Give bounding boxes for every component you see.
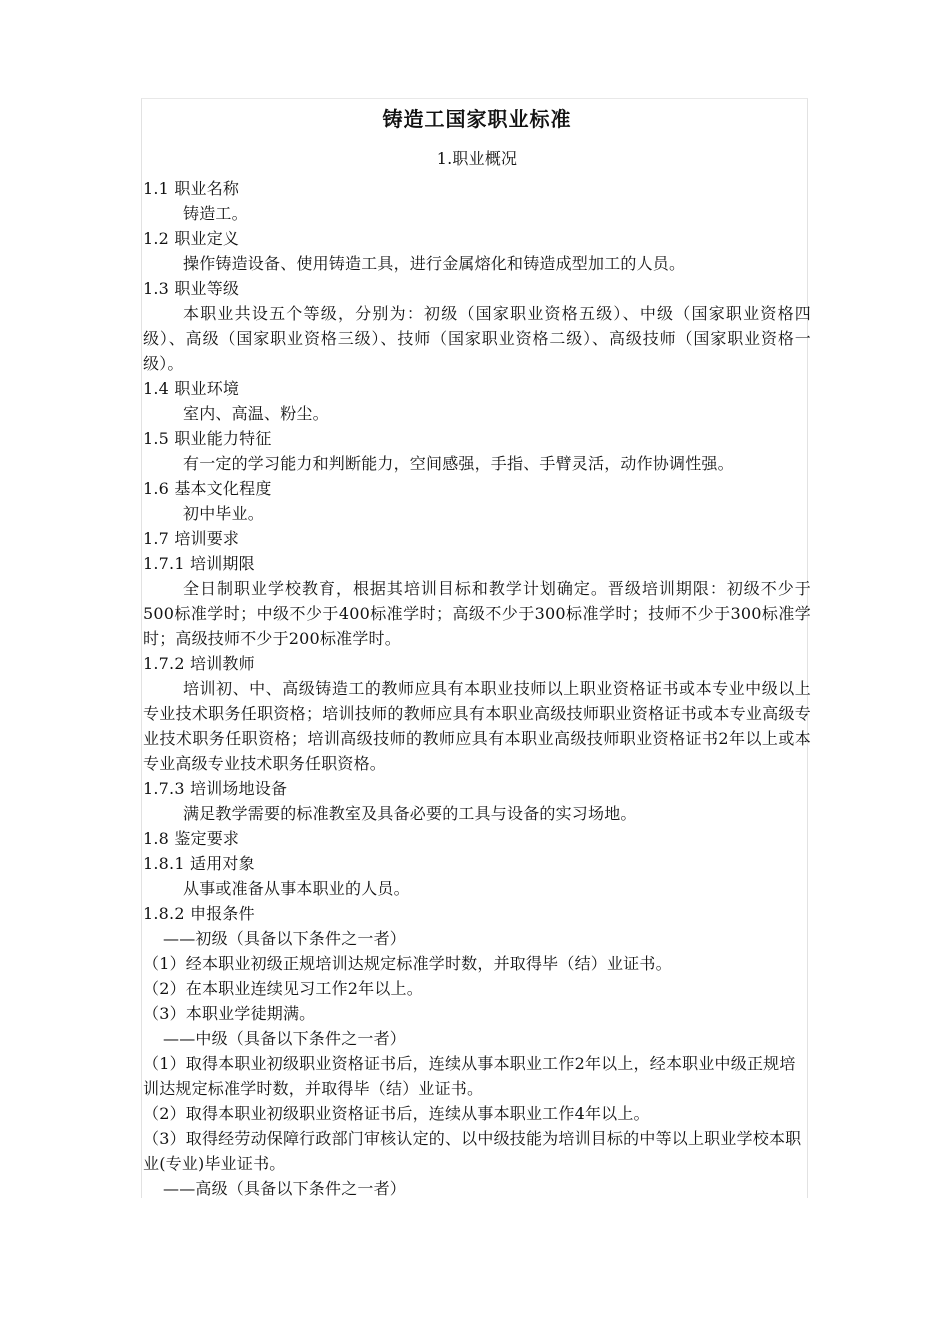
paragraph-line: 铸造工。 xyxy=(183,204,248,223)
paragraph-line: （2）取得本职业初级职业资格证书后，连续从事本职业工作4年以上。 xyxy=(143,1104,650,1123)
document-body xyxy=(143,176,811,1201)
paragraph-line: 1.7.1 培训期限 xyxy=(143,554,255,573)
paragraph-line: 全日制职业学校教育，根据其培训目标和教学计划确定。晋级培训期限：初级不少于500标准学时；中级不少于400标准学时；高级不少于300标准学时；技师不少于300标准学时；高级技师不少于200标准学时。 xyxy=(143,579,811,648)
paragraph-line: 1.7.3 培训场地设备 xyxy=(143,779,288,798)
paragraph-line: （1）取得本职业初级职业资格证书后，连续从事本职业工作2年以上，经本职业中级正规培训达规定标准学时数，并取得毕（结）业证书。 xyxy=(143,1054,796,1098)
document-content xyxy=(143,104,811,1201)
paragraph-line: 初中毕业。 xyxy=(183,504,265,523)
paragraph-line: 1.1 职业名称 xyxy=(143,179,240,198)
paragraph-line: 培训初、中、高级铸造工的教师应具有本职业技师以上职业资格证书或本专业中级以上专业技术职务任职资格；培训技师的教师应具有本职业高级技师职业资格证书或本专业高级专业技术职务任职资格；培训高级技师的教师应具有本职业高级技师职业资格证书2年以上或本专业高级专业技术职务任职资格。 xyxy=(143,679,811,773)
paragraph-line: 1.3 职业等级 xyxy=(143,279,240,298)
document-title: 铸造工国家职业标准 xyxy=(382,107,572,131)
paragraph-line: 有一定的学习能力和判断能力，空间感强，手指、手臂灵活，动作协调性强。 xyxy=(183,454,734,473)
paragraph-line: 1.7.2 培训教师 xyxy=(143,654,255,673)
paragraph-line: 满足教学需要的标准教室及具备必要的工具与设备的实习场地。 xyxy=(183,804,637,823)
paragraph-line: （2）在本职业连续见习工作2年以上。 xyxy=(143,979,423,998)
paragraph-line: 1.8 鉴定要求 xyxy=(143,829,240,848)
paragraph-line: 室内、高温、粉尘。 xyxy=(183,404,329,423)
section-heading: 1.职业概况 xyxy=(436,149,518,168)
paragraph-line: 1.2 职业定义 xyxy=(143,229,240,248)
paragraph-line: （3）本职业学徒期满。 xyxy=(143,1004,316,1023)
paragraph-line: 操作铸造设备、使用铸造工具，进行金属熔化和铸造成型加工的人员。 xyxy=(183,254,686,273)
paragraph-line: 1.8.2 申报条件 xyxy=(143,904,255,923)
paragraph-line: ——中级（具备以下条件之一者） xyxy=(163,1029,407,1048)
paragraph-line: 从事或准备从事本职业的人员。 xyxy=(183,879,410,898)
paragraph-line: （3）取得经劳动保障行政部门审核认定的、以中级技能为培训目标的中等以上职业学校本职业(专业)毕业证书。 xyxy=(143,1129,802,1173)
paragraph-line: ——高级（具备以下条件之一者） xyxy=(163,1179,407,1198)
paragraph-line: ——初级（具备以下条件之一者） xyxy=(163,929,407,948)
paragraph-line: 本职业共设五个等级，分别为：初级（国家职业资格五级）、中级（国家职业资格四级）、高级（国家职业资格三级）、技师（国家职业资格二级）、高级技师（国家职业资格一级）。 xyxy=(143,304,811,373)
paragraph-line: （1）经本职业初级正规培训达规定标准学时数，并取得毕（结）业证书。 xyxy=(143,954,672,973)
paragraph-line: 1.5 职业能力特征 xyxy=(143,429,272,448)
paragraph-line: 1.8.1 适用对象 xyxy=(143,854,255,873)
paragraph-line: 1.6 基本文化程度 xyxy=(143,479,272,498)
paragraph-line: 1.4 职业环境 xyxy=(143,379,240,398)
paragraph-line: 1.7 培训要求 xyxy=(143,529,240,548)
